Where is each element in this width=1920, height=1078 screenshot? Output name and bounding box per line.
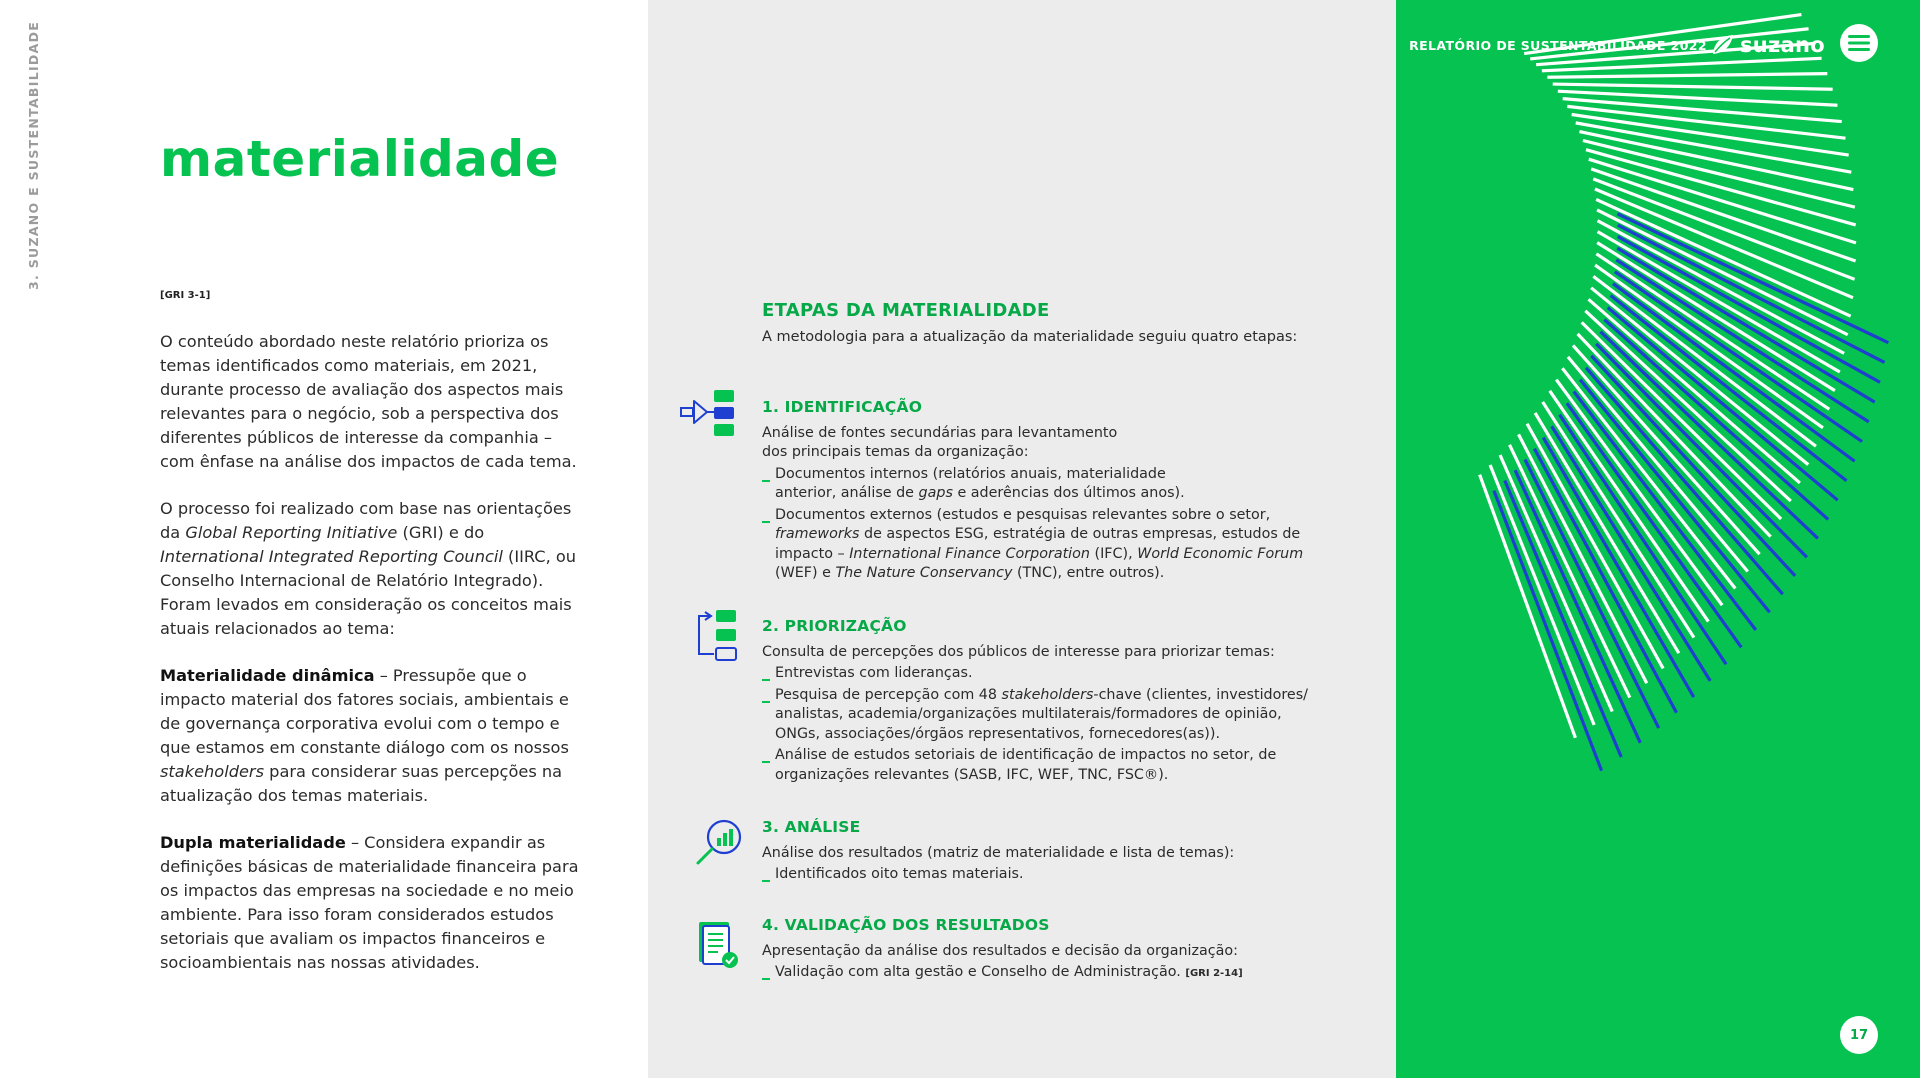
decor-line-blue xyxy=(1494,491,1602,771)
step-description: Consulta de percepções dos públicos de interesse para priorizar temas: xyxy=(762,643,1275,660)
list-item: Documentos internos (relatórios anuais, materialidade anterior, análise de gaps e aderências dos últimos anos). xyxy=(762,465,1192,504)
section-side-label: 3. SUZANO E SUSTENTABILIDADE xyxy=(26,20,41,290)
decor-line xyxy=(1553,84,1833,89)
report-title: RELATÓRIO DE SUSTENTABILIDADE 2022 xyxy=(1409,38,1707,53)
step-heading: 1. IDENTIFICAÇÃO xyxy=(762,398,923,416)
intro-paragraph: O conteúdo abordado neste relatório prioriza os temas identificados como materiais, em 2021, durante processo de avaliação dos aspectos mais relevantes para o negócio, sob a perspectiva dos diferentes públicos de interesse da companhia – com ênfase na análise dos impactos de cada tema. xyxy=(160,332,577,471)
identification-flow-icon xyxy=(680,390,736,440)
step-validation xyxy=(762,916,1342,986)
brand-logo[interactable] xyxy=(1710,32,1825,58)
list-item: Identificados oito temas materiais. xyxy=(762,865,1342,885)
step-identification xyxy=(762,398,1342,586)
list-item: Documentos externos (estudos e pesquisas relevantes sobre o setor, frameworks de aspectos ESG, estratégia de outras empresas, estudos de impacto – International Finance Corporation (IFC), World Economic Forum (WEF) e The Nature Conservancy (TNC), entre outros). xyxy=(762,506,1307,584)
step-heading: 2. PRIORIZAÇÃO xyxy=(762,617,907,635)
steps-title: ETAPAS DA MATERIALIDADE xyxy=(762,300,1050,321)
brand-name: suzano xyxy=(1740,33,1826,57)
step-description: Análise de fontes secundárias para levantamento dos principais temas da organização: xyxy=(762,424,1118,460)
dynamic-materiality-paragraph: Materialidade dinâmica – Pressupõe que o impacto material dos fatores sociais, ambientais e de governança corporativa evolui com o tempo e que estamos em constante diálogo com os nossos stakeholders para considerar suas percepções na atualização dos temas materiais. xyxy=(160,666,569,805)
decor-line xyxy=(1547,74,1827,78)
double-materiality-paragraph: Dupla materialidade – Considera expandir as definições básicas de materialidade financeira para os impactos das empresas na sociedade e no meio ambiente. Para isso foram considerados estudos setoriais que avaliam os impactos financeiros e socioambientais nas nossas atividades. xyxy=(160,833,579,972)
guidelines-paragraph: O processo foi realizado com base nas orientações da Global Reporting Initiative (GRI) e do International Integrated Reporting Council (IIRC, ou Conselho Internacional de Relatório Integrado). Foram levados em consideração os conceitos mais atuais relacionados ao tema: xyxy=(160,499,577,638)
page-number: 17 xyxy=(1840,1016,1878,1054)
decor-line-blue xyxy=(1515,470,1640,743)
green-decor-panel xyxy=(1396,0,1920,1078)
analysis-magnifier-icon xyxy=(694,818,744,868)
list-item: Entrevistas com lideranças. xyxy=(762,664,1342,684)
menu-button[interactable] xyxy=(1840,24,1878,62)
step-description: Apresentação da análise dos resultados e decisão da organização: xyxy=(762,942,1238,959)
list-item: Análise de estudos setoriais de identificação de impactos no setor, de organizações relevantes (SASB, IFC, WEF, TNC, FSC®). xyxy=(762,746,1282,785)
list-item: Validação com alta gestão e Conselho de Administração. [GRI 2-14] xyxy=(762,963,1342,984)
decor-line xyxy=(1568,357,1748,572)
radial-lines-decoration xyxy=(1396,0,1920,1078)
double-materiality-label: Dupla materialidade xyxy=(160,833,346,852)
step-heading: 3. ANÁLISE xyxy=(762,818,861,836)
step-analysis xyxy=(762,818,1342,887)
prioritization-icon xyxy=(694,609,738,665)
suzano-leaf-logo xyxy=(1710,32,1736,58)
dynamic-materiality-label: Materialidade dinâmica xyxy=(160,666,375,685)
step-description: Análise dos resultados (matriz de materialidade e lista de temas): xyxy=(762,844,1235,861)
validation-document-icon xyxy=(696,920,740,970)
page-title: materialidade xyxy=(160,130,560,188)
step-heading: 4. VALIDAÇÃO DOS RESULTADOS xyxy=(762,916,1050,934)
list-item: Pesquisa de percepção com 48 stakeholders-chave (clientes, investidores/ analistas, academia/organizações multilaterais/formadores de opinião, ONGs, associações/órgãos representativos, fornecedores(as)). xyxy=(762,686,1327,745)
decor-line xyxy=(1490,465,1594,725)
decor-line xyxy=(1562,368,1735,588)
hamburger-menu-icon xyxy=(1848,35,1870,51)
step-prioritization xyxy=(762,617,1342,787)
gri-tag: [GRI 3-1] xyxy=(160,290,211,301)
steps-intro: A metodologia para a atualização da materialidade seguiu quatro etapas: xyxy=(762,329,1298,345)
